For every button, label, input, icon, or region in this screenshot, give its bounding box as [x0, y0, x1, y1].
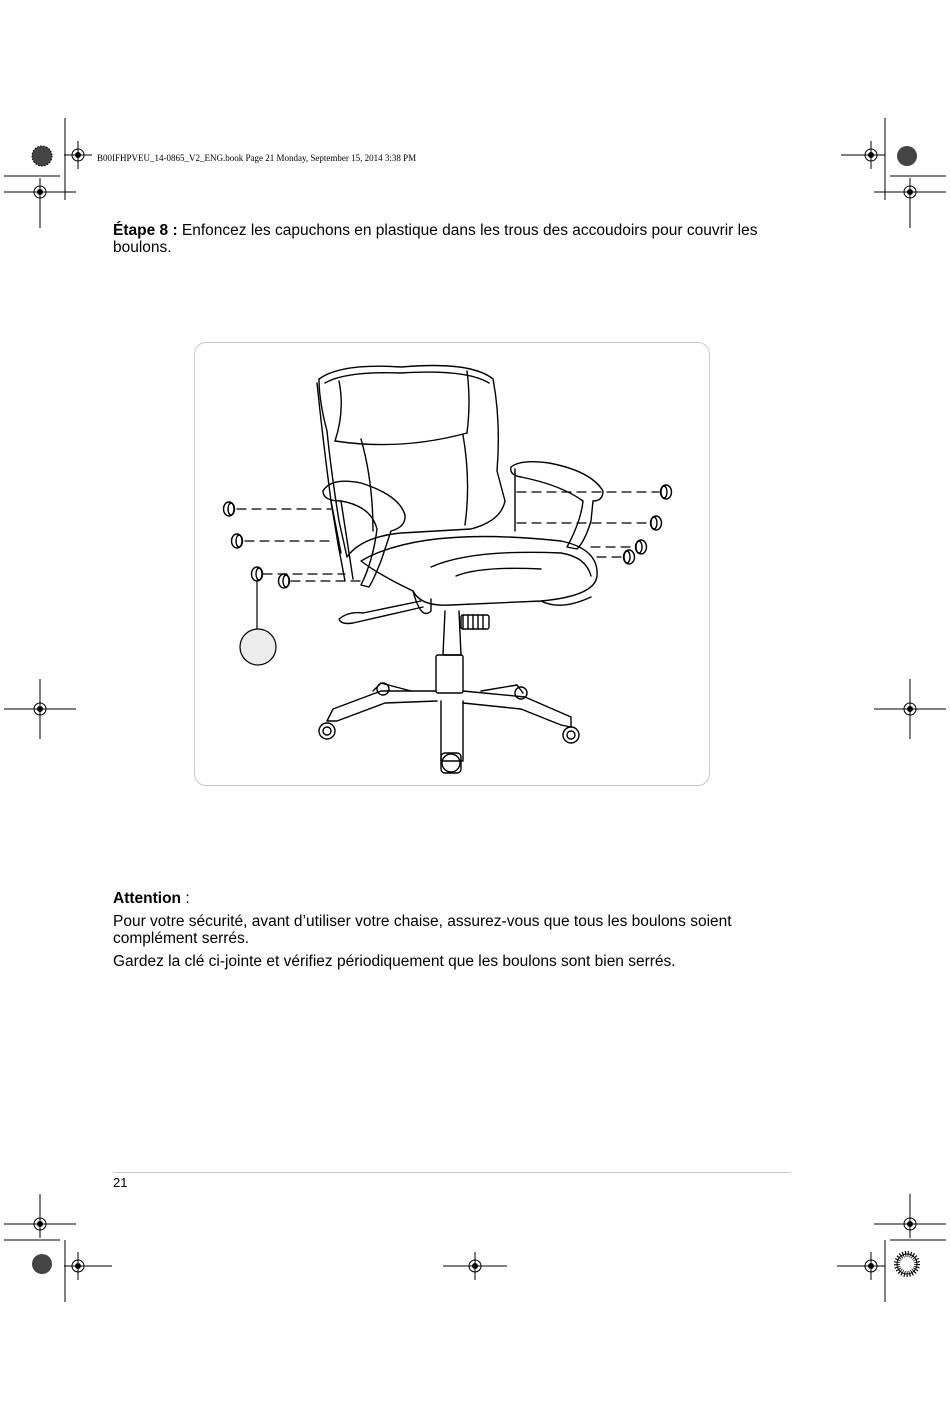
step-text: Enfoncez les capuchons en plastique dans les trous des accoudoirs pour couvrir les boulons. [113, 222, 758, 256]
page-number: 21 [113, 1175, 128, 1190]
attention-heading [113, 890, 190, 908]
office-chair-illustration [195, 343, 711, 787]
chair-illustration-frame [194, 342, 710, 786]
safety-note-1: Pour votre sécurité, avant d’utiliser votre chaise, assurez-vous que tous les boulons soient complément serrés. [113, 913, 732, 947]
attention-colon: : [181, 890, 190, 907]
step-label: Étape 8 : [113, 222, 178, 239]
safety-note-2: Gardez la clé ci-jointe et vérifiez périodiquement que les boulons sont bien serrés. [113, 953, 676, 970]
footer-divider [113, 1172, 791, 1173]
attention-title: Attention [113, 890, 182, 907]
print-file-header: B00IFHPVEU_14-0865_V2_ENG.book Page 21 Monday, September 15, 2014 3:38 PM [97, 153, 417, 163]
part-callout-circle [240, 629, 276, 665]
step-instruction [113, 222, 803, 256]
